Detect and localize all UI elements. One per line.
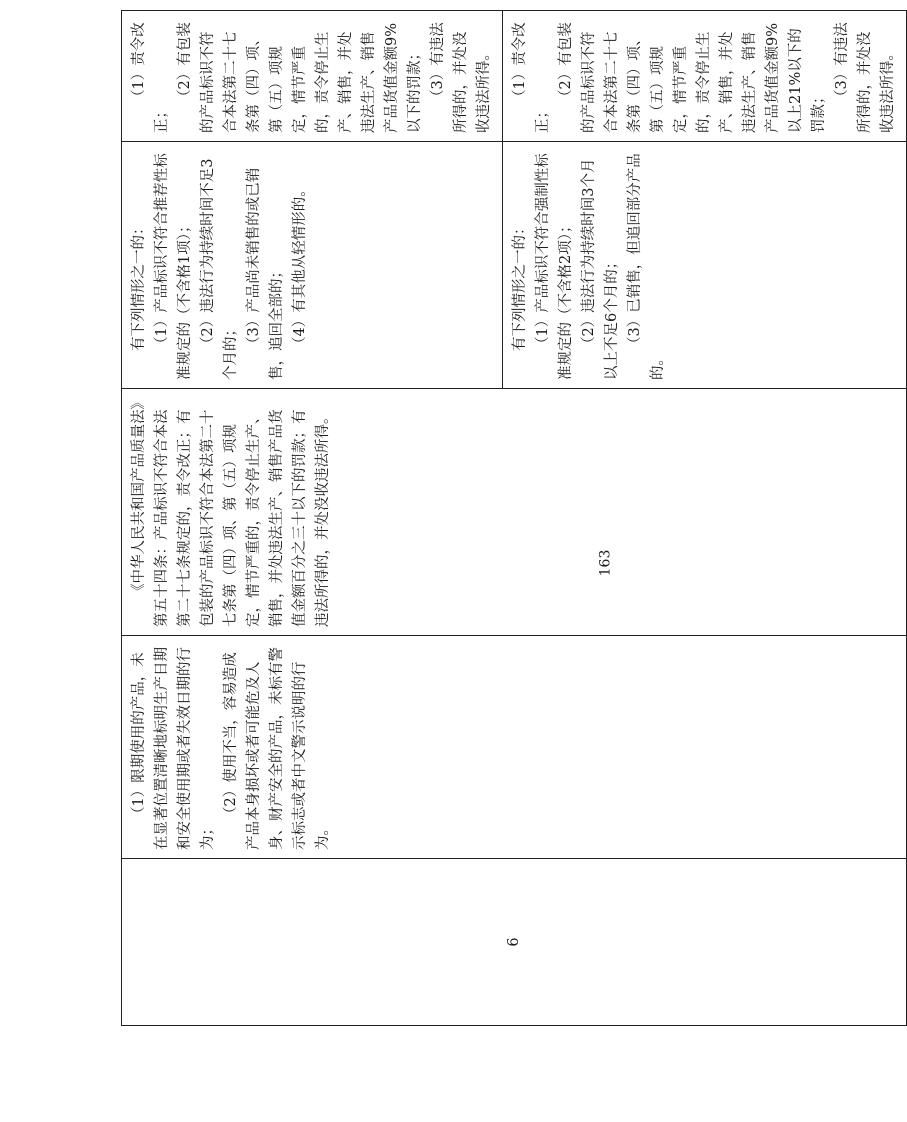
penalty-line: （1）责令改正； — [131, 22, 170, 133]
situation-line: （4）有其他从轻情形的。 — [292, 182, 308, 351]
situation-line: 有下列情形之一的： — [512, 220, 528, 351]
violation-behavior-cell — [122, 636, 907, 859]
page-number: 163 — [597, 549, 614, 577]
row-number — [122, 859, 907, 1026]
penalty-line: （3）有违法所得的，并处没收违法所得。 — [834, 22, 896, 133]
situation-line: （3）产品尚未销售的或已销售，追回全部的； — [246, 167, 285, 380]
behavior-item: （1）限期使用的产品，未在显著位置清晰地标明生产日期和安全使用期或者失效日期的行为； — [131, 647, 216, 850]
situation-cell — [503, 142, 907, 389]
penalty-line: （1）责令改正； — [512, 22, 551, 133]
situation-cell — [122, 142, 503, 389]
legal-basis-cell — [122, 389, 907, 636]
penalty-line: （2）有包装的产品标识不符合本法第二十七条第（四）项、第（五）项规定，情节严重的，责令停止生产、销售，并处违法生产、销售产品货值金额9%以上21%以下的罚款； — [558, 22, 827, 133]
row-number-text: 6 — [505, 937, 522, 947]
legal-basis-text: 《中华人民共和国产品质量法》第五十四条：产品标识不符合本法第二十七条规定的，责令改正；有包装的产品标识不符合本法第二十七条第（四）项、第（五）项规定，情节严重的，责令停止生产、销售，并处违法生产、销售产品货值金额百分之三十以下的罚款；有违法所得的，并处没收违法所得。 — [131, 402, 331, 627]
situation-line: （1）产品标识不符合推荐性标准规定的（不含格1项）； — [154, 153, 193, 380]
situation-line: （2）违法行为持续时间不足3个月的； — [200, 158, 239, 380]
situation-line: 有下列情形之一的： — [131, 220, 147, 351]
table-row — [122, 11, 503, 1026]
behavior-item: （2）使用不当，容易造成产品本身损坏或者可能危及人身、财产安全的产品，未标有警示标志或者中文警示说明的行为。 — [223, 647, 331, 850]
penalty-cell — [503, 11, 907, 142]
situation-line: （1）产品标识不符合强制性标准规定的（不含格2项）； — [535, 153, 574, 380]
penalty-cell — [122, 11, 503, 142]
situation-line: （2）违法行为持续时间3个月以上不足6个月的； — [581, 158, 620, 380]
penalty-line: （2）有包装的产品标识不符合本法第二十七条第（四）项、第（五）项规定，情节严重的，责令停止生产、销售，并处违法生产、销售产品货值金额9%以下的罚款； — [177, 22, 423, 133]
penalty-line: （3）有违法所得的，并处没收违法所得。 — [430, 22, 492, 133]
penalty-table — [121, 10, 907, 1026]
situation-line: （3）已销售，但追回部分产品的。 — [627, 153, 666, 380]
